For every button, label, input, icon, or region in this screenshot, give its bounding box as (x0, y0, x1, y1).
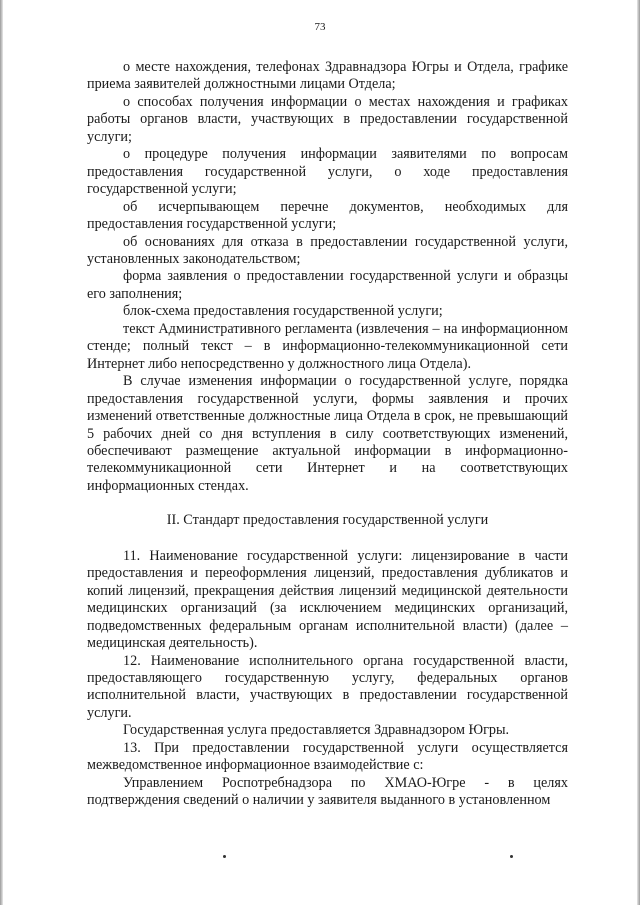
scan-edge-left (0, 0, 3, 905)
paragraph: форма заявления о предоставлении государственной услуги и образцы его заполнения; (87, 268, 568, 302)
paragraph: об исчерпывающем перечне документов, необходимых для предоставления государственной услуги; (87, 198, 568, 233)
paragraph: Управлением Роспотребнадзора по ХМАО-Югре - в целях подтверждения сведений о наличии у заявителя выданного в установленном (87, 774, 568, 809)
paragraph: Государственная услуга предоставляется Здравнадзором Югры. (123, 722, 510, 739)
paragraph: о месте нахождения, телефонах Здравнадзора Югры и Отдела, графике приема заявителей должностными лицами Отдела; (87, 59, 568, 93)
paragraph: В случае изменения информации о государственной услуге, порядка предоставления государственной услуги, формы заявления и прочих изменений ответственные должностные лица Отдела в срок, не превышающий 5 рабочих дней со дня вступления в силу соответствующих изменений, обеспечивают размещение актуальной информации в информационно-телекоммуникационной сети Интернет и на соответствующих информационных стендах. (87, 373, 568, 494)
paragraph: об основаниях для отказа в предоставлении государственной услуги, установленных законодательством; (87, 233, 568, 267)
paragraph: о способах получения информации о местах нахождения и графиках работы органов власти, участвующих в предоставлении государственной услуги; (87, 93, 568, 145)
paragraph: текст Административного регламента (извлечения – на информационном стенде; полный текст – в информационно-телекоммуникационной сети Интернет либо непосредственно у должностного лица Отдела). (87, 320, 568, 372)
scan-speck (510, 855, 513, 858)
document-body (87, 59, 568, 810)
page-number: 73 (314, 21, 326, 33)
paragraph: блок-схема предоставления государственной услуги; (123, 303, 443, 320)
paragraph: 11. Наименование государственной услуги: лицензирование в части предоставления и переоформления лицензий, предоставления дубликатов и копий лицензий, прекращения действия лицензий медицинской деятельности медицинских организаций (за исключением медицинских организаций, подведомственных федеральным органам исполнительной власти) (далее – медицинская деятельность). (87, 547, 568, 652)
paragraph: 13. При предоставлении государственной услуги осуществляется межведомственное информационное взаимодействие с: (87, 739, 568, 774)
scan-speck (223, 855, 226, 858)
section-heading: II. Стандарт предоставления государственной услуги (166, 512, 489, 529)
paragraph: о процедуре получения информации заявителями по вопросам предоставления государственной услуги, о ходе предоставления государственной услуги; (87, 146, 568, 198)
paragraph: 12. Наименование исполнительного органа государственной власти, предоставляющего государственную услугу, федеральных органов исполнительной власти, участвующих в предоставлении государственной услуги. (87, 652, 568, 721)
